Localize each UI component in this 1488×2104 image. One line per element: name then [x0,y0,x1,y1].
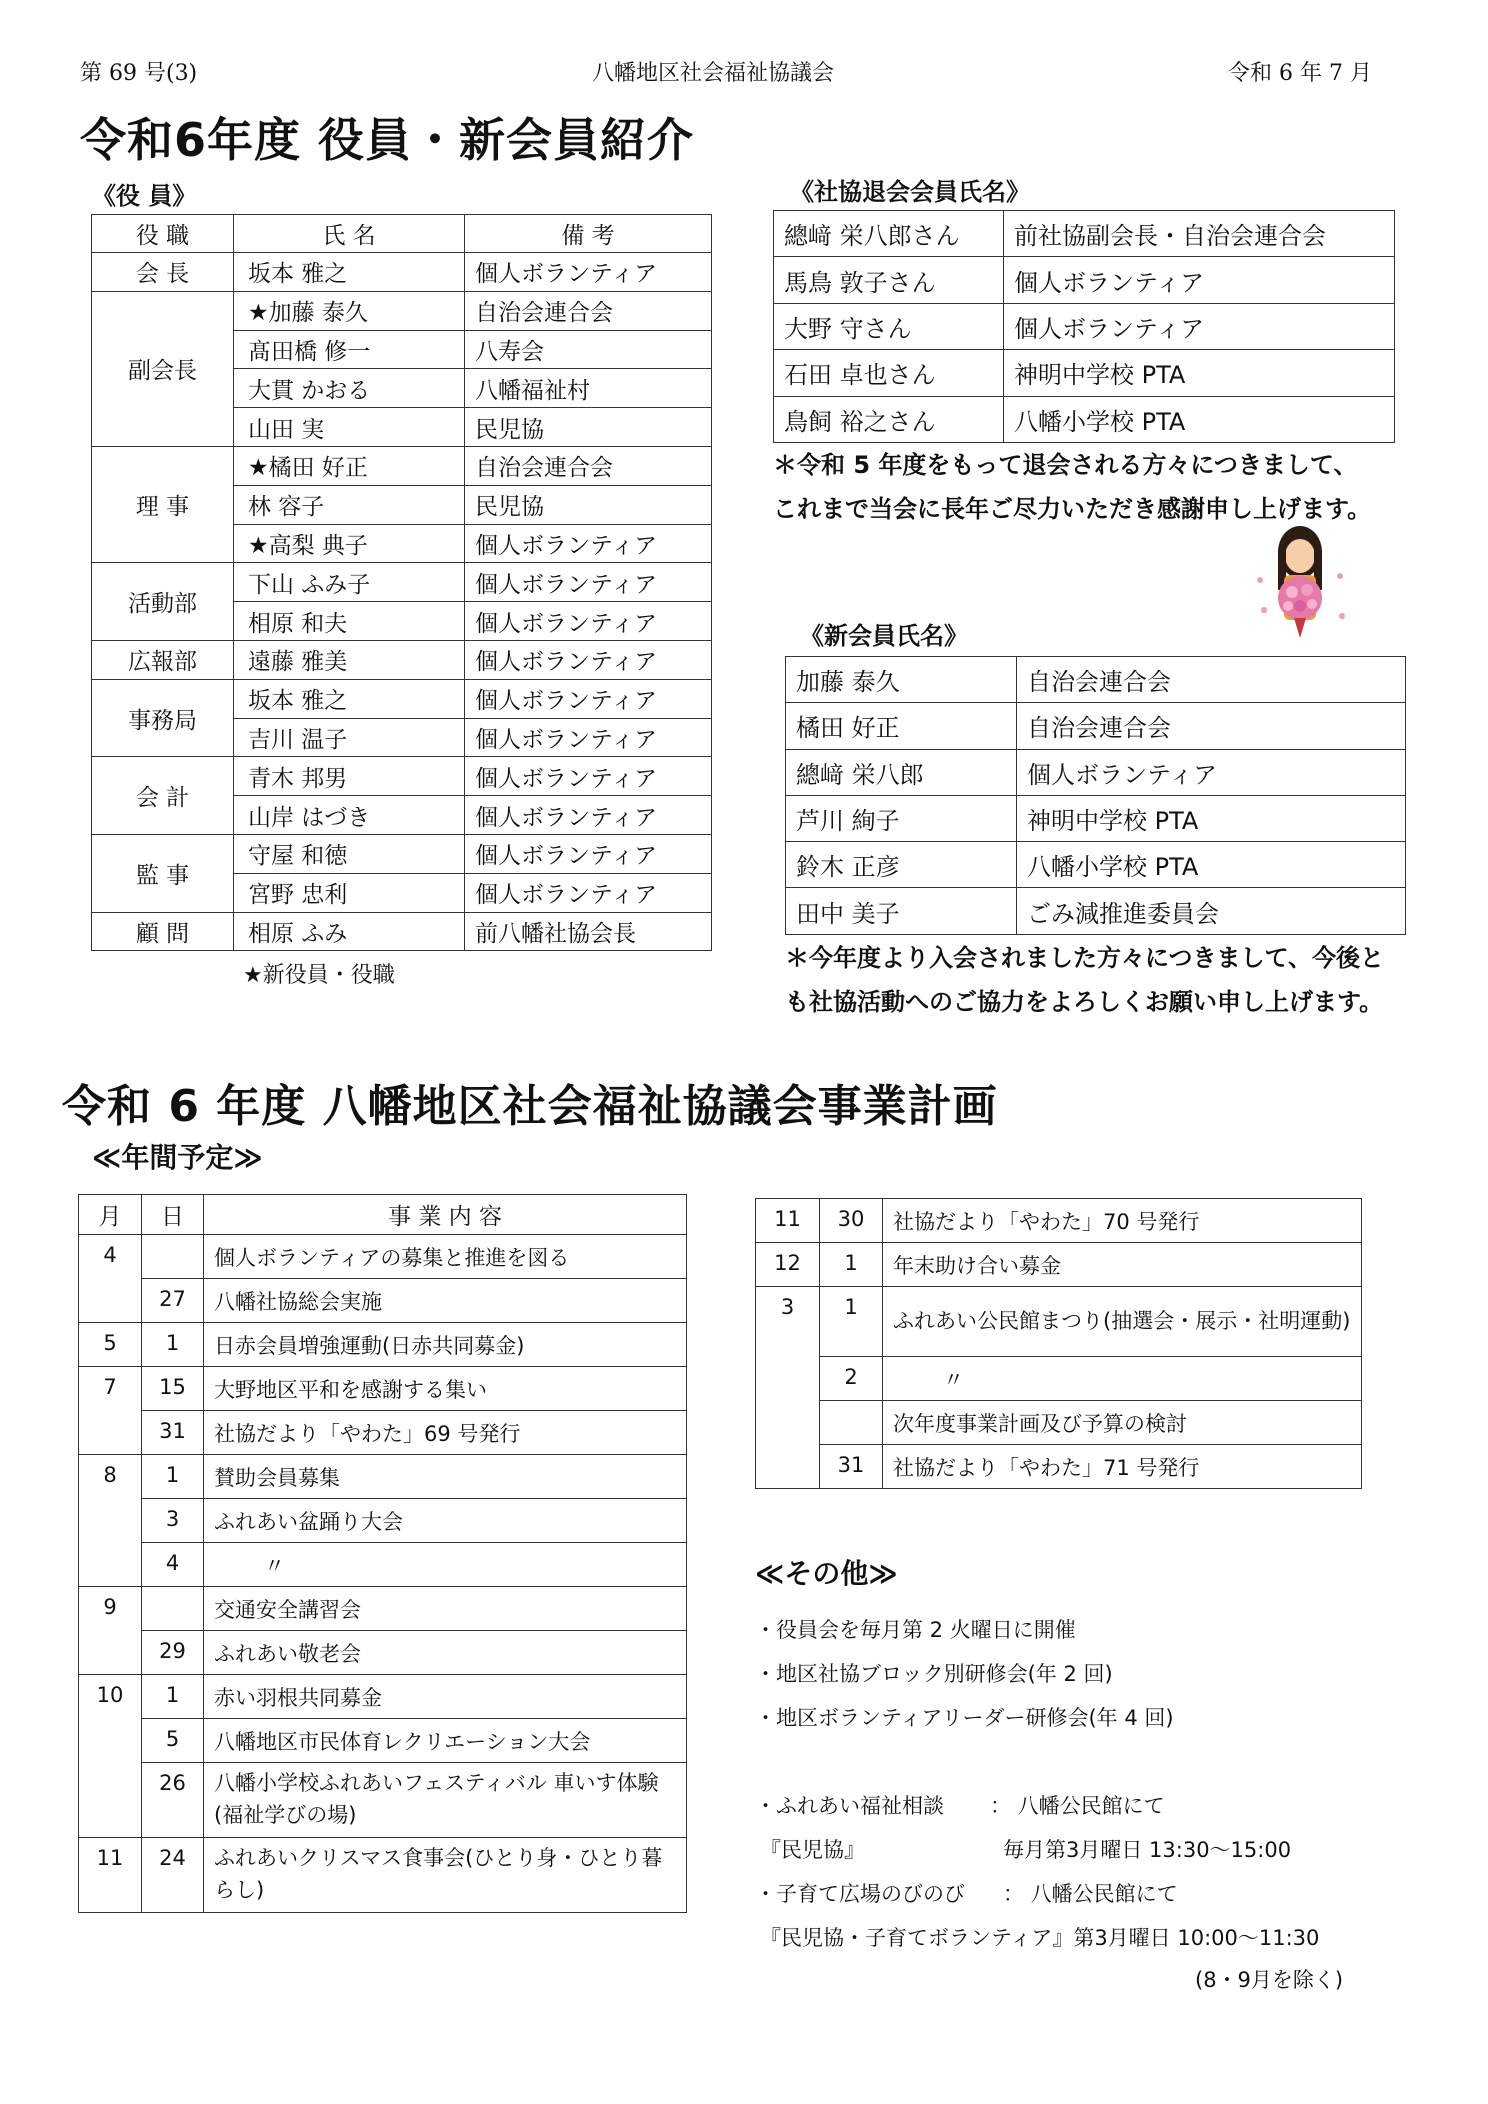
schedule-content: 八幡社協総会実施 [204,1279,687,1323]
kids-plaza-label: ・子育て広場のびのび [755,1882,965,1906]
girl-with-bouquet-illustration [1250,520,1350,655]
officer-name: 相原 ふみ [234,912,465,951]
officer-note: 個人ボランティア [465,602,712,641]
kids-plaza-detail: 『民児協・子育てボランティア』第3月曜日 10:00～11:30 [760,1926,1320,1950]
officer-name: 山岸 はづき [234,796,465,835]
member-row [786,795,1406,841]
schedule-day: 1 [142,1675,204,1719]
schedule-row [79,1279,687,1323]
officer-role: 会 長 [92,253,234,292]
schedule-row [79,1838,687,1913]
other-item: ・地区社協ブロック別研修会(年 2 回) [755,1662,1113,1686]
schedule-day: 15 [142,1367,204,1411]
schedule-day: 1 [820,1243,883,1287]
schedule-month: 3 [756,1287,820,1489]
officer-row [92,640,712,679]
officer-role: 副会長 [92,291,234,446]
member-row [786,749,1406,795]
col-day: 日 [142,1195,204,1235]
member-name: 大野 守さん [774,303,1004,349]
kids-plaza-place: ： 八幡公民館にて [1003,1882,1178,1906]
retiring-message-2: これまで当会に長年ご尽力いただき感謝申し上げます。 [773,495,1372,523]
plan-subtitle: ≪年間予定≫ [92,1141,263,1174]
other-item: ・地区ボランティアリーダー研修会(年 4 回) [755,1706,1174,1730]
officer-name: ★高梨 典子 [234,524,465,563]
schedule-row [79,1719,687,1763]
schedule-row [79,1543,687,1587]
schedule-row [79,1323,687,1367]
officer-note: 八幡福祉村 [465,369,712,408]
plan-title: 令和 6 年度 八幡地区社会福祉協議会事業計画 [62,1081,998,1132]
officer-note: 個人ボランティア [465,718,712,757]
schedule-day: 5 [142,1719,204,1763]
officer-name: 相原 和夫 [234,602,465,641]
officer-role: 理 事 [92,446,234,562]
schedule-row [79,1367,687,1411]
officer-role: 顧 問 [92,912,234,951]
schedule-day: 1 [142,1455,204,1499]
officer-note: 自治会連合会 [465,446,712,485]
member-name: 鳥飼 裕之さん [774,396,1004,442]
member-row [774,396,1395,442]
consultation-org: 『民児協』 [760,1838,865,1862]
consultation-label: ・ふれあい福祉相談 [755,1794,944,1818]
schedule-month: 4 [79,1235,142,1323]
officer-name: 坂本 雅之 [234,253,465,292]
officer-name: 下山 ふみ子 [234,563,465,602]
issue-date: 令和 6 年 7 月 [1228,61,1372,86]
schedule-day: 1 [142,1323,204,1367]
new-members-message-2: も社協活動へのご協力をよろしくお願い申し上げます。 [785,988,1384,1016]
schedule-month: 5 [79,1323,142,1367]
officer-row [92,679,712,718]
officer-note: 自治会連合会 [465,291,712,330]
organization-name: 八幡地区社会福祉協議会 [592,61,835,86]
officer-name: 守屋 和徳 [234,834,465,873]
officers-subtitle: 《役 員》 [92,182,197,210]
schedule-content: 社協だより「やわた」69 号発行 [204,1411,687,1455]
member-affiliation: 自治会連合会 [1017,703,1406,749]
officer-row [92,253,712,292]
schedule-row [79,1411,687,1455]
member-affiliation: 神明中学校 PTA [1004,350,1395,396]
officers-footnote: ★新役員・役職 [243,963,395,988]
member-row [786,657,1406,703]
schedule-content: 〃 [204,1543,687,1587]
schedule-day: 29 [142,1631,204,1675]
member-affiliation: 八幡小学校 PTA [1004,396,1395,442]
schedule-row [79,1455,687,1499]
schedule-content: 賛助会員募集 [204,1455,687,1499]
schedule-content: 社協だより「やわた」70 号発行 [883,1199,1362,1243]
officer-row [92,563,712,602]
officer-row [92,757,712,796]
member-affiliation: 前社協副会長・自治会連合会 [1004,211,1395,257]
officer-note: 個人ボランティア [465,640,712,679]
officer-note: 八寿会 [465,330,712,369]
schedule-day: 4 [142,1543,204,1587]
member-row [774,257,1395,303]
officer-note: 個人ボランティア [465,563,712,602]
officer-role: 活動部 [92,563,234,641]
schedule-day [820,1401,883,1445]
officers-title: 令和6年度 役員・新会員紹介 [80,113,695,167]
member-affiliation: 八幡小学校 PTA [1017,842,1406,888]
member-affiliation: ごみ減推進委員会 [1017,888,1406,934]
schedule-month: 7 [79,1367,142,1455]
member-affiliation: 個人ボランティア [1017,749,1406,795]
officer-name: ★加藤 泰久 [234,291,465,330]
officer-role: 会 計 [92,757,234,835]
officer-note: 個人ボランティア [465,679,712,718]
schedule-row [79,1235,687,1279]
officer-row [92,291,712,330]
officer-note: 個人ボランティア [465,873,712,912]
new-members-subtitle: 《新会員氏名》 [800,622,968,650]
member-row [786,842,1406,888]
schedule-row [79,1675,687,1719]
member-affiliation: 自治会連合会 [1017,657,1406,703]
member-row [786,703,1406,749]
schedule-day: 31 [142,1411,204,1455]
schedule-month: 12 [756,1243,820,1287]
schedule-content: 交通安全講習会 [204,1587,687,1631]
officer-name: 大貫 かおる [234,369,465,408]
schedule-month: 10 [79,1675,142,1838]
schedule-content: 八幡小学校ふれあいフェスティバル 車いす体験(福祉学びの場) [204,1763,687,1838]
schedule-month: 11 [756,1199,820,1243]
officer-name: 青木 邦男 [234,757,465,796]
schedule-row [79,1763,687,1838]
col-content: 事 業 内 容 [204,1195,687,1235]
schedule-content: 赤い羽根共同募金 [204,1675,687,1719]
schedule-content: 大野地区平和を感謝する集い [204,1367,687,1411]
schedule-row [79,1499,687,1543]
schedule-content: ふれあい盆踊り大会 [204,1499,687,1543]
member-name: 馬鳥 敦子さん [774,257,1004,303]
member-row [774,303,1395,349]
officer-note: 個人ボランティア [465,757,712,796]
schedule-month: 11 [79,1838,142,1913]
member-row [786,888,1406,934]
col-role: 役 職 [92,215,234,253]
consultation-time: 毎月第3月曜日 13:30～15:00 [1003,1838,1292,1862]
schedule-table-right [755,1198,1362,1489]
schedule-content: 個人ボランティアの募集と推進を図る [204,1235,687,1279]
consultation-place: ： 八幡公民館にて [990,1794,1165,1818]
officer-role: 広報部 [92,640,234,679]
officer-note: 前八幡社協会長 [465,912,712,951]
schedule-content: 〃 [883,1357,1362,1401]
retiring-table [773,210,1395,443]
schedule-row [756,1287,1362,1357]
officer-role: 監 事 [92,834,234,912]
officer-name: ★橘田 好正 [234,446,465,485]
new-members-message-1: ＊今年度より入会されました方々につきまして、今後と [785,944,1385,972]
member-name: 田中 美子 [786,888,1017,934]
member-row [774,211,1395,257]
schedule-content: 日赤会員増強運動(日赤共同募金) [204,1323,687,1367]
col-note: 備 考 [465,215,712,253]
schedule-day: 30 [820,1199,883,1243]
schedule-month: 8 [79,1455,142,1587]
officer-note: 個人ボランティア [465,834,712,873]
officer-name: 宮野 忠利 [234,873,465,912]
issue-number: 第 69 号(3) [80,61,198,86]
schedule-day: 31 [820,1445,883,1489]
member-affiliation: 個人ボランティア [1004,303,1395,349]
schedule-day: 1 [820,1287,883,1357]
officer-note: 個人ボランティア [465,524,712,563]
officer-name: 遠藤 雅美 [234,640,465,679]
schedule-day [142,1587,204,1631]
schedule-content: ふれあい公民館まつり(抽選会・展示・社明運動) [883,1287,1362,1357]
member-name: 石田 卓也さん [774,350,1004,396]
member-name: 加藤 泰久 [786,657,1017,703]
schedule-day: 3 [142,1499,204,1543]
new-members-table [785,656,1406,935]
schedule-day: 27 [142,1279,204,1323]
schedule-row [756,1199,1362,1243]
officer-name: 吉川 温子 [234,718,465,757]
officer-row [92,912,712,951]
schedule-day: 2 [820,1357,883,1401]
member-name: 總﨑 栄八郎さん [774,211,1004,257]
schedule-content: ふれあい敬老会 [204,1631,687,1675]
officers-table [91,214,712,951]
schedule-row [756,1401,1362,1445]
member-row [774,350,1395,396]
schedule-day: 26 [142,1763,204,1838]
officer-note: 個人ボランティア [465,253,712,292]
officer-name: 髙田橋 修一 [234,330,465,369]
schedule-content: ふれあいクリスマス食事会(ひとり身・ひとり暮らし) [204,1838,687,1913]
officer-note: 民児協 [465,485,712,524]
officer-name: 山田 実 [234,408,465,447]
schedule-row [79,1631,687,1675]
member-name: 芦川 絢子 [786,795,1017,841]
schedule-row [756,1357,1362,1401]
member-affiliation: 個人ボランティア [1004,257,1395,303]
schedule-row [756,1243,1362,1287]
schedule-content: 八幡地区市民体育レクリエーション大会 [204,1719,687,1763]
other-subtitle: ≪その他≫ [755,1557,898,1590]
schedule-day [142,1235,204,1279]
retiring-message-1: ＊令和 5 年度をもって退会される方々につきまして、 [773,451,1358,479]
schedule-row [756,1445,1362,1489]
schedule-table-left [78,1194,687,1913]
officer-name: 坂本 雅之 [234,679,465,718]
member-affiliation: 神明中学校 PTA [1017,795,1406,841]
officer-note: 個人ボランティア [465,796,712,835]
schedule-month: 9 [79,1587,142,1675]
member-name: 總﨑 栄八郎 [786,749,1017,795]
officer-role: 事務局 [92,679,234,757]
member-name: 橘田 好正 [786,703,1017,749]
officer-name: 林 容子 [234,485,465,524]
officer-row [92,834,712,873]
other-item: ・役員会を毎月第 2 火曜日に開催 [755,1618,1076,1642]
officer-row [92,446,712,485]
col-month: 月 [79,1195,142,1235]
retiring-subtitle: 《社協退会会員氏名》 [790,178,1030,206]
member-name: 鈴木 正彦 [786,842,1017,888]
schedule-row [79,1587,687,1631]
kids-plaza-exception: (8・9月を除く) [1195,1968,1344,1992]
officer-note: 民児協 [465,408,712,447]
schedule-content: 社協だより「やわた」71 号発行 [883,1445,1362,1489]
schedule-day: 24 [142,1838,204,1913]
schedule-content: 年末助け合い募金 [883,1243,1362,1287]
schedule-content: 次年度事業計画及び予算の検討 [883,1401,1362,1445]
col-name: 氏 名 [234,215,465,253]
